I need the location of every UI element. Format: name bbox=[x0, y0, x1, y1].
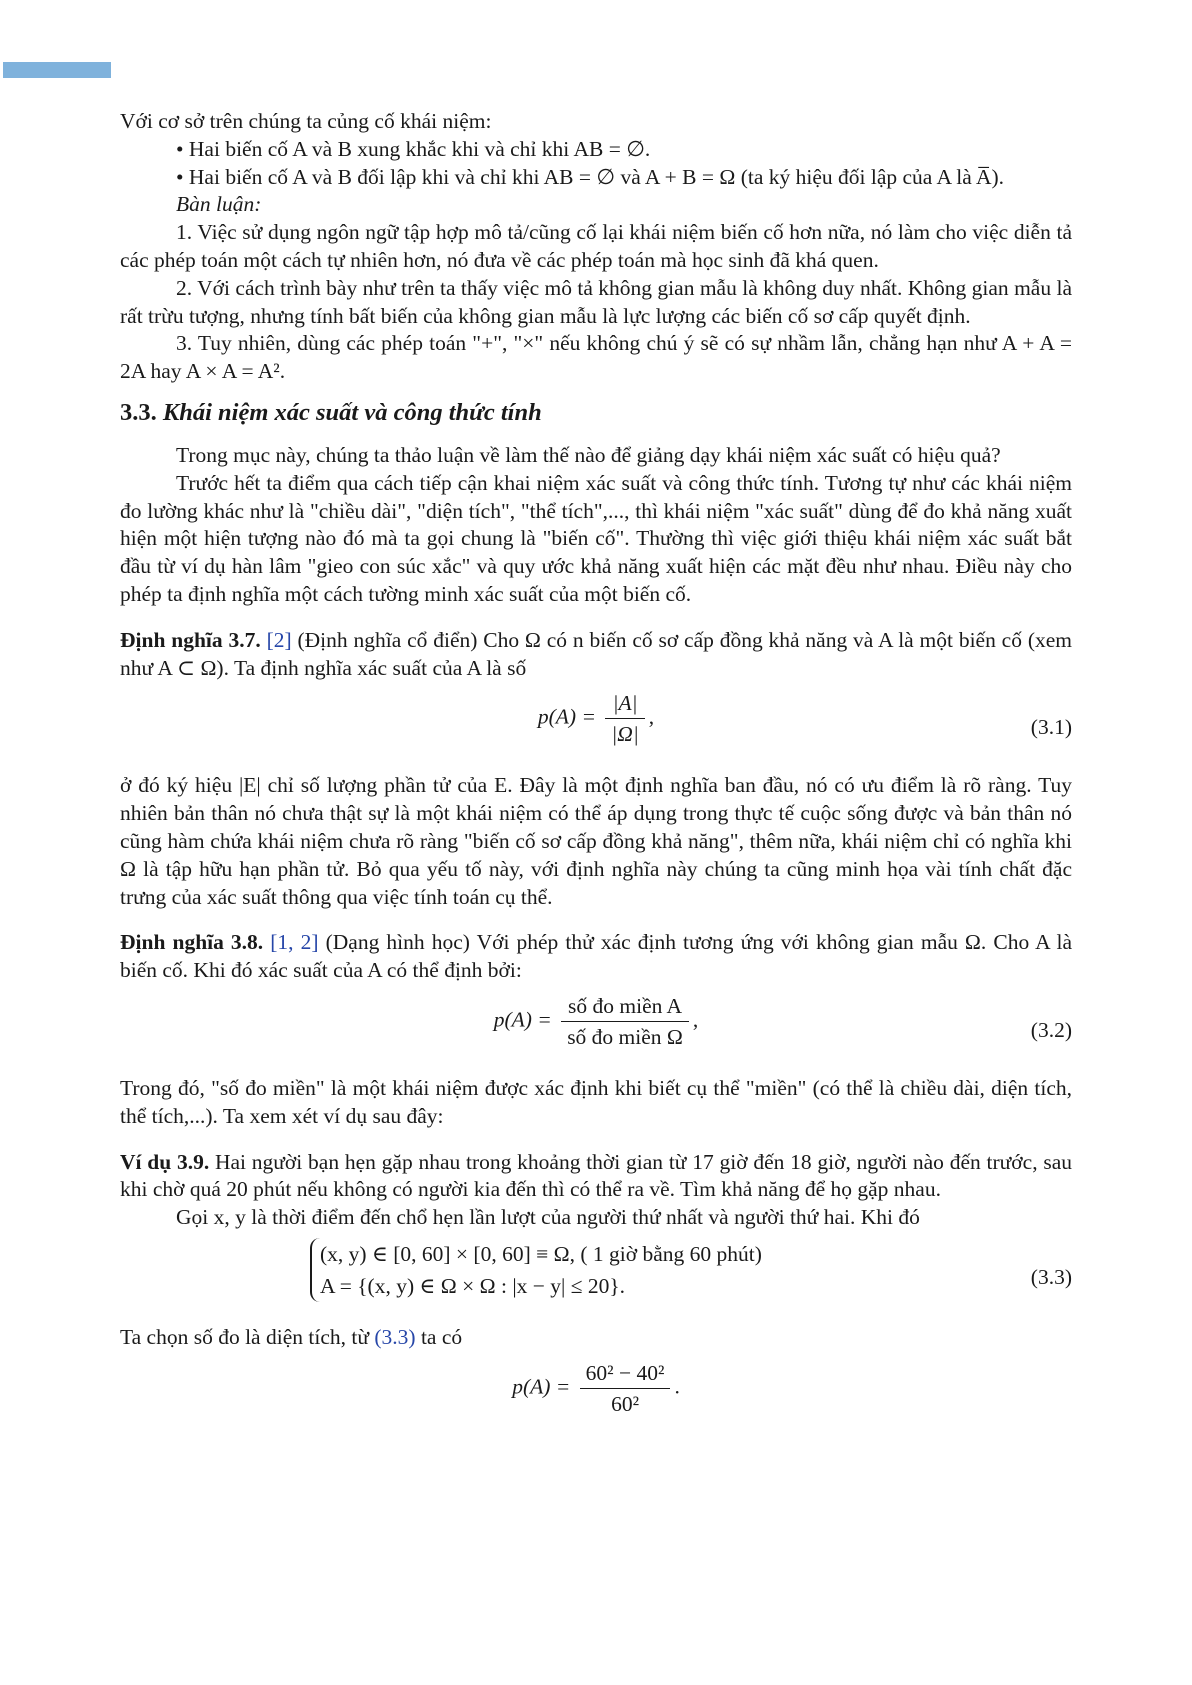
numerator: |A| bbox=[605, 688, 644, 719]
definition-3-7 bbox=[120, 627, 1072, 683]
discussion-heading bbox=[120, 191, 1072, 219]
definition-3-8-label: Định nghĩa 3.8. bbox=[120, 930, 264, 955]
paragraph-approach: Trước hết ta điểm qua cách tiếp cận khai niệm xác suất và công thức tính. Tương tự như các khái niệm đo lường khác như là "chiều dài", "diện tích", "thể tích",..., thì khái niệm "xác suất" dùng để đo khả năng xuất hiện một hiện tượng nào đó mà ta gọi chung là "biến cố". Thường thì việc giới thiệu khái niệm xác suất bắt đầu từ ví dụ hàn lâm "gieo con súc xắc" và quy ước khả năng xuất hiện các mặt đều như nhau. Điều này cho phép ta định nghĩa một cách tường minh xác suất của một biến cố. bbox=[120, 470, 1072, 606]
punctuation: , bbox=[648, 704, 655, 729]
bullet-mutually-exclusive: • Hai biến cố A và B xung khắc khi và chỉ khi AB = ∅. bbox=[176, 136, 651, 161]
paragraph-measure: Trong đó, "số đo miền" là một khái niệm được xác định khi biết cụ thể "miền" (có thể là chiều dài, diện tích, thể tích,...). Ta xem xét ví dụ sau đây: bbox=[120, 1075, 1072, 1128]
header-accent-bar bbox=[3, 62, 111, 78]
denominator: |Ω| bbox=[611, 722, 639, 747]
definition-3-7-label: Định nghĩa 3.7. bbox=[120, 627, 261, 652]
example-3-9 bbox=[120, 1149, 1072, 1205]
system-line-1: (x, y) ∈ [0, 60] × [0, 60] ≡ Ω, ( 1 giờ bằng 60 phút) bbox=[320, 1241, 762, 1266]
equation-lhs: p(A) = bbox=[537, 704, 596, 729]
equation-number: (3.1) bbox=[1030, 715, 1072, 740]
discussion-point-3: 3. Tuy nhiên, dùng các phép toán "+", "×" nếu không chú ý sẽ có sự nhầm lẫn, chẳng hạn như A + A = 2A hay A × A = A². bbox=[120, 331, 1072, 384]
paragraph-choice bbox=[120, 1324, 1072, 1352]
section-number: 3.3. bbox=[120, 398, 157, 426]
fraction bbox=[561, 991, 689, 1052]
text-fragment: Ta chọn số đo là diện tích, từ bbox=[120, 1324, 369, 1349]
definition-3-8-text: (Dạng hình học) Với phép thử xác định tương ứng với không gian mẫu Ω. Cho A là biến cố. Khi đó xác suất của A có thể định bởi: bbox=[120, 930, 1072, 983]
fraction bbox=[580, 1358, 671, 1419]
section-title: Khái niệm xác suất và công thức tính bbox=[162, 398, 542, 426]
punctuation: , bbox=[692, 1007, 699, 1032]
page-content bbox=[120, 108, 1072, 1442]
equation-3-2 bbox=[120, 991, 1072, 1069]
equation-3-3 bbox=[120, 1238, 1072, 1318]
equation-lhs: p(A) = bbox=[493, 1007, 552, 1032]
example-3-9-label: Ví dụ 3.9. bbox=[120, 1149, 210, 1174]
example-3-9-text: Hai người bạn hẹn gặp nhau trong khoảng thời gian từ 17 giờ đến 18 giờ, người nào đến trước, sau khi chờ quá 20 phút nếu không có người kia đến thì có thể ra về. Tìm khả năng để họ gặp nhau. bbox=[120, 1149, 1073, 1202]
paragraph-variables: Gọi x, y là thời điểm đến chổ hẹn lần lượt của người thứ nhất và người thứ hai. Khi đó bbox=[176, 1205, 920, 1230]
numerator: 60² − 40² bbox=[580, 1358, 671, 1389]
punctuation: . bbox=[674, 1374, 680, 1399]
paragraph-remarks: ở đó ký hiệu |E| chỉ số lượng phần tử của E. Đây là một định nghĩa ban đầu, nó có ưu điểm là rõ ràng. Tuy nhiên bản thân nó chưa thật sự là một khái niệm có thể áp dụng trong thực tế cuộc sống được và bản thân nó cũng hàm chứa khái niệm chưa rõ ràng "biến cố sơ cấp đồng khả năng", thêm nữa, khái niệm chỉ có nghĩa khi Ω là tập hữu hạn phần tử. Bỏ qua yếu tố này, với định nghĩa này chúng ta cũng minh họa vài tính chất đặc trưng của xác suất thông qua việc tính toán cụ thể. bbox=[120, 773, 1072, 909]
equation-result bbox=[120, 1358, 1072, 1436]
definition-3-8 bbox=[120, 929, 1072, 985]
equation-system bbox=[310, 1238, 762, 1302]
equation-reference-link[interactable]: (3.3) bbox=[374, 1324, 416, 1349]
discussion-point-2: 2. Với cách trình bày như trên ta thấy việc mô tả không gian mẫu là không duy nhất. Không gian mẫu là rất trừu tượng, nhưng tính bất biến của không gian mẫu là lực lượng các biến cố sơ cấp quyết định. bbox=[120, 275, 1072, 328]
system-line-2: A = {(x, y) ∈ Ω × Ω : |x − y| ≤ 20}. bbox=[320, 1273, 626, 1298]
equation-lhs: p(A) = bbox=[512, 1374, 571, 1399]
citation-link[interactable]: [1, 2] bbox=[270, 930, 319, 955]
bullet-complementary: • Hai biến cố A và B đối lập khi và chỉ khi AB = ∅ và A + B = Ω (ta ký hiệu đối lập của A là A̅). bbox=[176, 164, 1005, 189]
text-fragment: ta có bbox=[420, 1324, 463, 1349]
intro-paragraph: Với cơ sở trên chúng ta củng cố khái niệm: bbox=[120, 109, 492, 133]
fraction bbox=[605, 688, 644, 749]
denominator: 60² bbox=[611, 1391, 640, 1416]
equation-number: (3.2) bbox=[1030, 1017, 1072, 1042]
numerator: số đo miền A bbox=[561, 991, 689, 1022]
definition-3-7-text: (Định nghĩa cổ điển) Cho Ω có n biến cố sơ cấp đồng khả năng và A là một biến cố (xem như A ⊂ Ω). Ta định nghĩa xác suất của A là số bbox=[120, 627, 1072, 680]
citation-link[interactable]: [2] bbox=[266, 627, 292, 652]
section-heading bbox=[120, 398, 1072, 428]
denominator: số đo miền Ω bbox=[567, 1024, 683, 1049]
equation-number: (3.3) bbox=[1030, 1264, 1072, 1289]
discussion-label: Bàn luận: bbox=[176, 192, 262, 217]
discussion-point-1: 1. Việc sử dụng ngôn ngữ tập hợp mô tả/cũng cố lại khái niệm biến cố hơn nữa, nó làm cho việc diễn tả các phép toán một cách tự nhiên hơn, nó đưa về các phép toán mà học sinh đã khá quen. bbox=[120, 220, 1072, 272]
equation-3-1 bbox=[120, 688, 1072, 766]
paragraph-goal: Trong mục này, chúng ta thảo luận về làm thế nào để giảng dạy khái niệm xác suất có hiệu quả? bbox=[176, 442, 1001, 467]
